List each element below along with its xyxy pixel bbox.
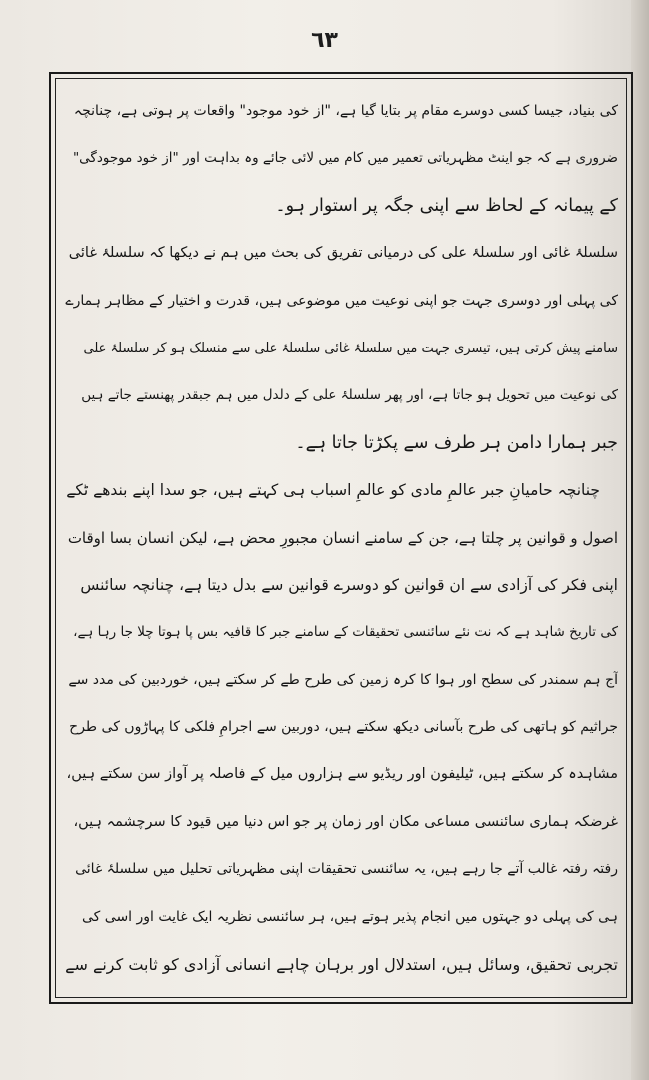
text-line: ضروری ہے کہ جو اینٹ مظہریاتی تعمیر میں کام میں لائی جائے وہ بداہت اور "از خود موجودگی": [72, 150, 618, 167]
text-line: سلسلۂ غائی اور سلسلۂ علی کی درمیانی تفریق کی بحث میں ہم نے دیکھا کہ سلسلۂ غائی: [68, 245, 618, 262]
text-line: اصول و قوانین پر چلتا ہے، جن کے سامنے انسان مجبورِ محض ہے، لیکن انسان بسا اوقات: [67, 528, 618, 547]
text-line: کی نوعیت میں تحویل ہو جاتا ہے، اور پھر سلسلۂ علی کے دلدل میں ہم جبقدر پھنستے جاتے ہیں: [81, 387, 618, 404]
text-line: جراثیم کو ہاتھی کی طرح بآسانی دیکھ سکتے ہیں، دوربین سے اجرامِ فلکی کا پہاڑوں کی طرح: [69, 719, 618, 736]
text-line: کی پہلی اور دوسری جہت جو اپنی نوعیت میں موضوعی ہیں، قدرت و اختیار کے مظاہر ہمارے: [65, 292, 618, 309]
text-line: سامنے پیش کرتی ہیں، تیسری جہت میں سلسلۂ غائی سلسلۂ علی سے منسلک ہو کر سلسلۂ علی: [83, 340, 618, 356]
body-text: [64, 88, 618, 988]
text-line: کی بنیاد، جیسا کسی دوسرے مقام پر بتایا گیا ہے، "از خود موجود" واقعات پر ہوتی ہے، چنانچہ: [73, 103, 618, 119]
text-line: کی تاریخ شاہد ہے کہ نت نئے سائنسی تحقیقات کے سامنے جبر کا قافیہ بس پا ہوتا چلا جا رہا ہے،: [73, 624, 618, 641]
text-line: غرضکہ ہماری سائنسی مساعی مکان اور زمان پر جو اس دنیا میں قیود کا سرچشمہ ہیں،: [73, 813, 618, 830]
text-line: جبر ہمارا دامن ہر طرف سے پکڑتا جاتا ہے۔: [295, 432, 618, 453]
page-edge: [631, 0, 649, 1080]
text-line: آج ہم سمندر کی سطح اور ہوا کا کرہ زمین کی طرح طے کر سکتے ہیں، خوردبین کی مدد سے: [68, 671, 618, 688]
text-line: تجربی تحقیق، وسائل ہیں، استدلال اور برہان چاہے انسانی آزادی کو ثابت کرنے سے: [65, 955, 618, 975]
text-line: اپنی فکر کی آزادی سے ان قوانین کو دوسرے قوانین سے بدل دیتا ہے، چنانچہ سائنس: [80, 575, 618, 594]
text-line: ہی کی پہلی دو جہتوں میں انجام پذیر ہوتے ہیں، ہر سائنسی نظریہ ایک غایت اور اسی کی: [82, 908, 618, 925]
text-line: چنانچہ حامیانِ جبر عالمِ مادی کو عالمِ اسباب ہی کہتے ہیں، جو سدا اپنے بندھے ٹکے: [66, 481, 600, 500]
page-number: ٦٣: [311, 28, 338, 53]
text-line: کے پیمانہ کے لحاظ سے اپنی جگہ پر استوار ہو۔: [275, 195, 618, 216]
text-line: رفتہ رفتہ غالب آتے جا رہے ہیں، یہ سائنسی تحقیقات اپنی مظہریاتی تحلیل میں سلسلۂ غائی: [75, 861, 618, 878]
text-line: مشاہدہ کر سکتے ہیں، ٹیلیفون اور ریڈیو سے ہزاروں میل کے فاصلہ پر آواز سن سکتے ہیں،: [66, 766, 618, 783]
